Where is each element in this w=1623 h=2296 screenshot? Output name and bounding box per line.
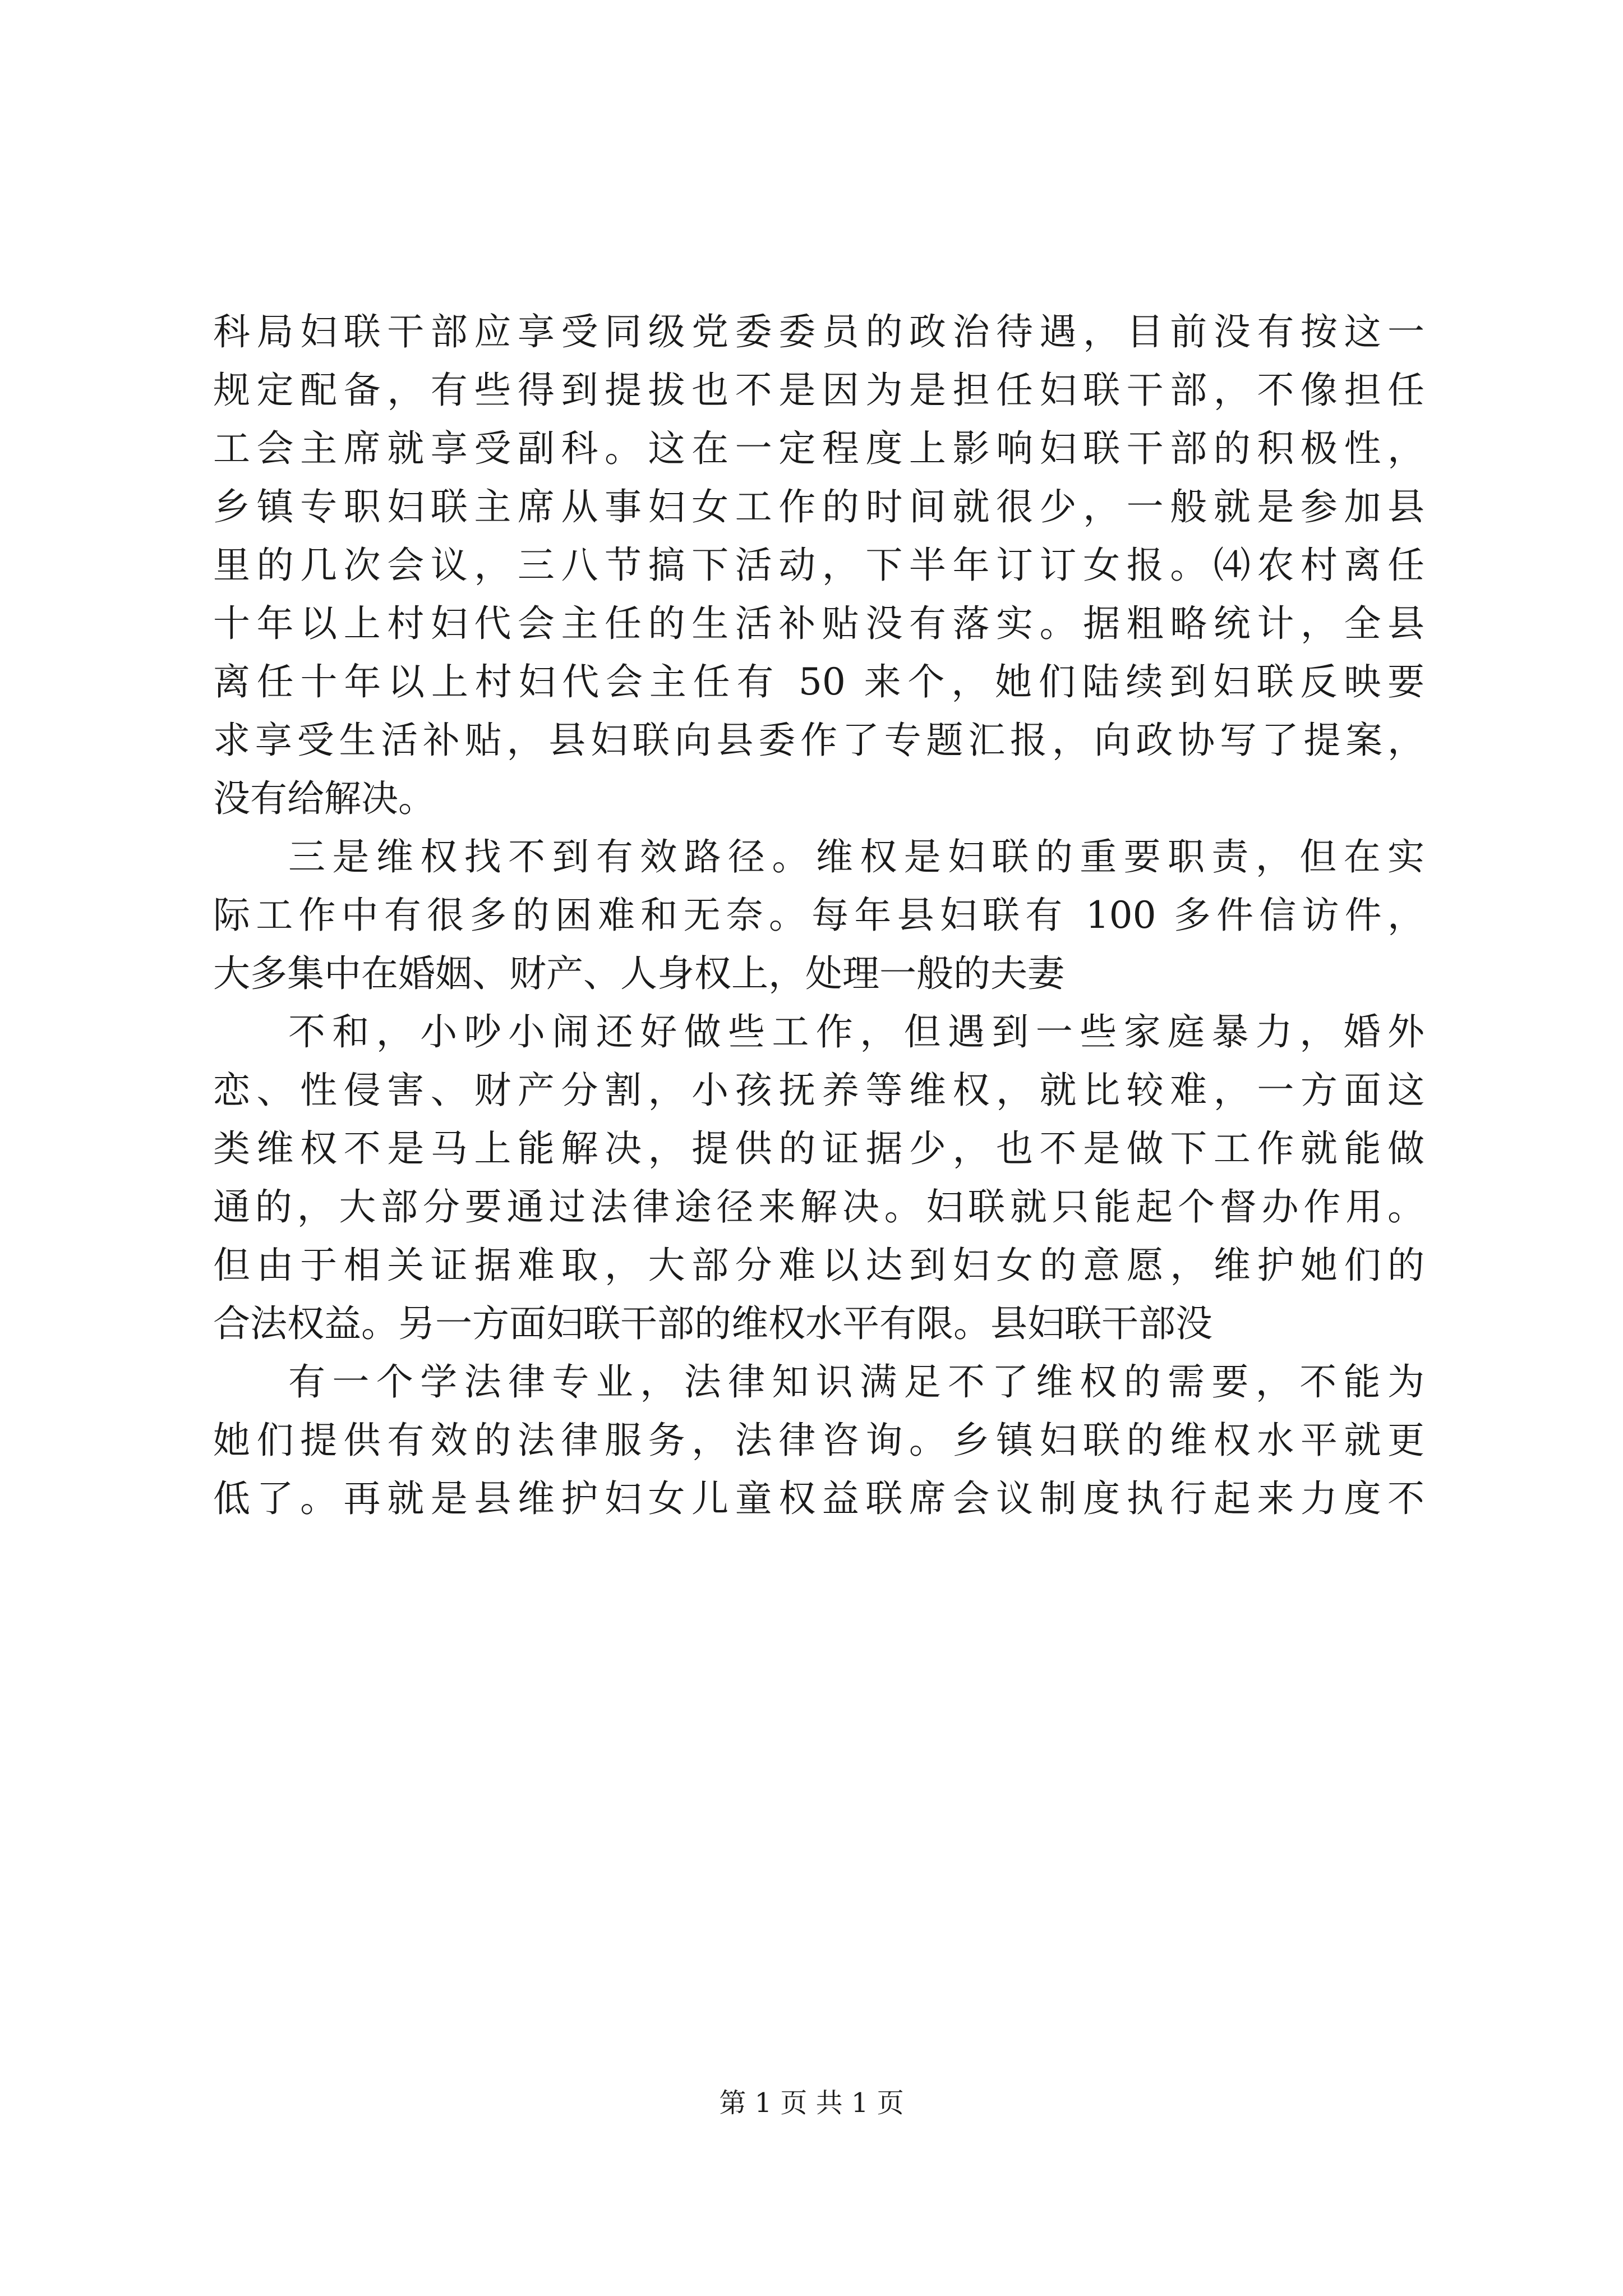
paragraph-line: 离任十年以上村妇代会主任有 50 来个，她们陆续到妇联反映要 [213, 660, 1424, 703]
paragraph-line: 际工作中有很多的困难和无奈。每年县妇联有 100 多件信访件， [213, 894, 1424, 937]
paragraph-line: 有一个学法律专业，法律知识满足不了维权的需要，不能为 [288, 1360, 1424, 1404]
paragraph-line: 但由于相关证据难取，大部分难以达到妇女的意愿，维护她们的 [213, 1244, 1424, 1287]
page-number-label: 第 1 页 共 1 页 [719, 2087, 904, 2119]
paragraph-line: 通的，大部分要通过法律途径来解决。妇联就只能起个督办作用。 [213, 1185, 1424, 1228]
paragraph-line: 没有给解决。 [213, 777, 435, 820]
paragraph-line: 科局妇联干部应享受同级党委委员的政治待遇，目前没有按这一 [213, 310, 1424, 353]
paragraph-line: 她们提供有效的法律服务，法律咨询。乡镇妇联的维权水平就更 [213, 1419, 1424, 1462]
paragraph-line: 求享受生活补贴，县妇联向县委作了专题汇报，向政协写了提案， [213, 719, 1424, 762]
paragraph-line: 里的几次会议，三八节搞下活动，下半年订订女报。⑷农村离任 [213, 544, 1424, 587]
document-body [213, 303, 1424, 1528]
paragraph-line: 恋、性侵害、财产分割，小孩抚养等维权，就比较难，一方面这 [213, 1069, 1424, 1112]
paragraph-line: 规定配备，有些得到提拔也不是因为是担任妇联干部，不像担任 [213, 369, 1424, 412]
paragraph-line: 工会主席就享受副科。这在一定程度上影响妇联干部的积极性， [213, 427, 1424, 470]
paragraph-line: 不和，小吵小闹还好做些工作，但遇到一些家庭暴力，婚外 [288, 1010, 1424, 1053]
paragraph-line: 类维权不是马上能解决，提供的证据少，也不是做下工作就能做 [213, 1127, 1424, 1170]
paragraph-line: 十年以上村妇代会主任的生活补贴没有落实。据粗略统计，全县 [213, 602, 1424, 645]
paragraph-line: 三是维权找不到有效路径。维权是妇联的重要职责，但在实 [288, 835, 1424, 878]
page-footer [0, 2081, 1623, 2120]
paragraph-line: 大多集中在婚姻、财产、人身权上，处理一般的夫妻 [213, 952, 1064, 995]
paragraph-line: 乡镇专职妇联主席从事妇女工作的时间就很少，一般就是参加县 [213, 485, 1424, 528]
paragraph-line: 低了。再就是县维护妇女儿童权益联席会议制度执行起来力度不 [213, 1477, 1424, 1520]
paragraph-line: 合法权益。另一方面妇联干部的维权水平有限。县妇联干部没 [213, 1302, 1212, 1345]
